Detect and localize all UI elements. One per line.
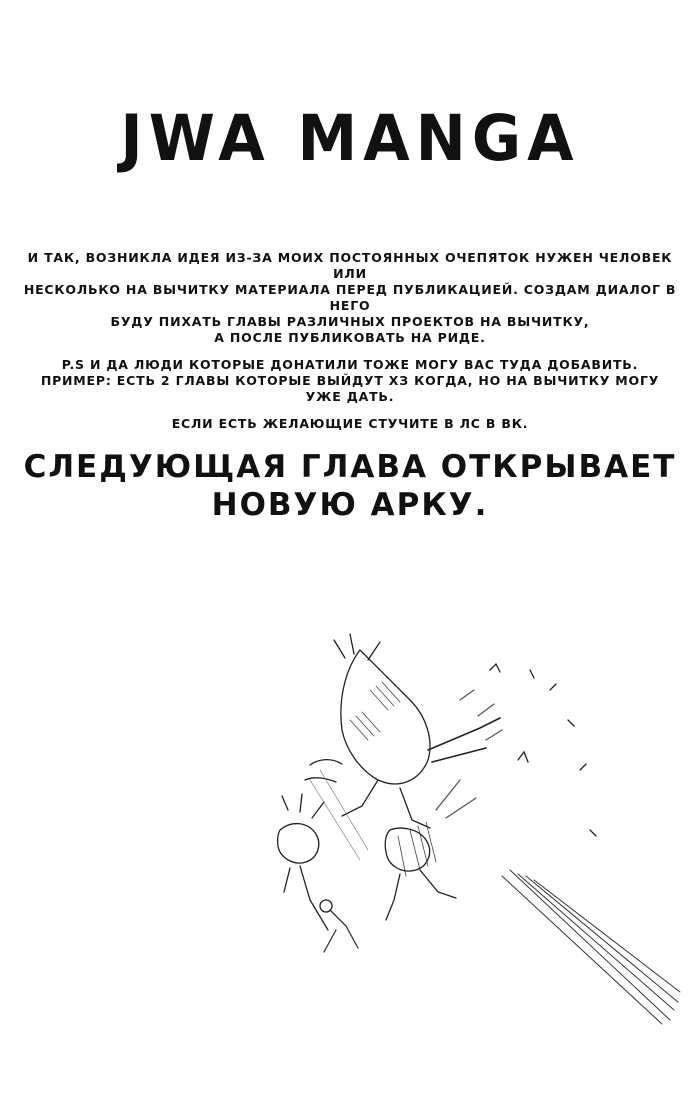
announcement-paragraph: И ТАК, ВОЗНИКЛА ИДЕЯ ИЗ-ЗА МОИХ ПОСТОЯННЫХ ОЧЕПЯТОК НУЖЕН ЧЕЛОВЕК ИЛИ НЕСКОЛЬКО НА ВЫЧИТКУ МАТЕРИАЛА ПЕРЕД ПУБЛИКАЦИЕЙ. СОЗДАМ ДИАЛОГ В НЕГО БУДУ ПИХАТЬ ГЛАВЫ РАЗЛИЧНЫХ ПРОЕКТОВ НА ВЫЧИТКУ, А ПОСЛЕ ПУБЛИКОВАТЬ НА РИДЕ.: [23, 250, 677, 345]
announcement-text: [20, 250, 680, 443]
announcement-paragraph: P.S И ДА ЛЮДИ КОТОРЫЕ ДОНАТИЛИ ТОЖЕ МОГУ ВАС ТУДА ДОБАВИТЬ. ПРИМЕР: ЕСТЬ 2 ГЛАВЫ КОТОРЫЕ ВЫЙДУТ ХЗ КОГДА, НО НА ВЫЧИТКУ МОГУ УЖЕ ДАТЬ.: [40, 357, 660, 404]
page-title: JWA MANGA: [120, 102, 580, 176]
announcement-paragraph: ЕСЛИ ЕСТЬ ЖЕЛАЮЩИЕ СТУЧИТЕ В ЛС В ВК.: [171, 416, 529, 431]
battle-illustration: [250, 630, 690, 1040]
next-chapter-headline: СЛЕДУЮЩАЯ ГЛАВА ОТКРЫВАЕТ НОВУЮ АРКУ.: [23, 449, 677, 523]
